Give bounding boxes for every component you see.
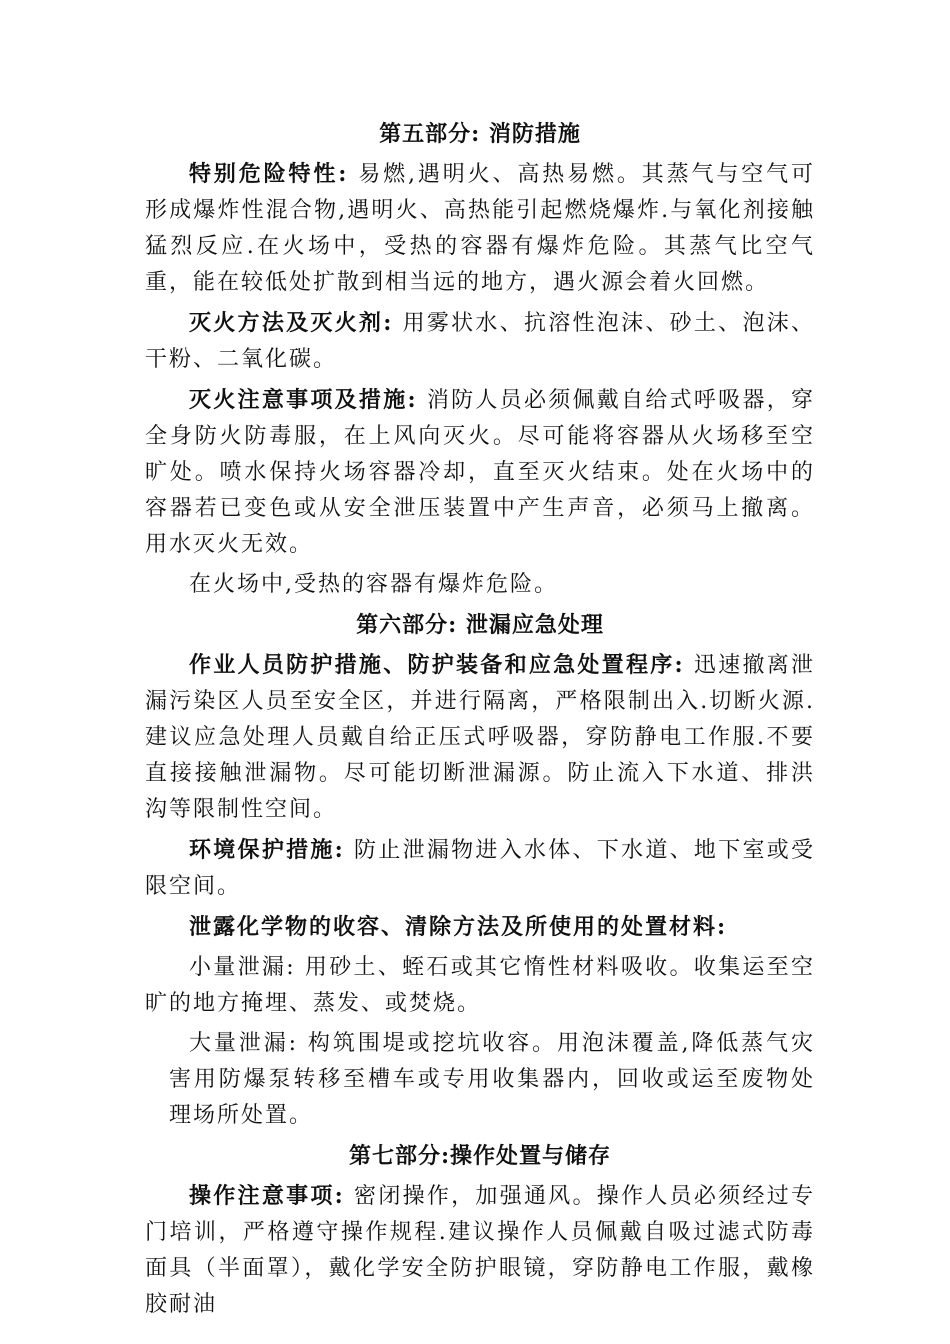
personnel-label: 作业人员防护措施、防护装备和应急处置程序: — [189, 652, 685, 678]
environment-label: 环境保护措施: — [189, 837, 345, 863]
cleanup-label: 泄露化学物的收容、清除方法及所使用的处置材料: — [189, 914, 728, 940]
fire-notes-text: 消防人员必须佩戴自给式呼吸器，穿全身防火防毒服，在上风向灭火。尽可能将容器从火场移至空旷处。喷水保持火场容器冷却，直至灭火结束。处在火场中的容器若已变色或从安全泄压装置中产生声音，必须马上撤离。用水灭火无效。 — [145, 388, 816, 557]
large-leak-paragraph: 大量泄漏: 构筑围堤或挖坑收容。用泡沫覆盖,降低蒸气灾害用防爆泵转移至槽车或专用收集器内，回收或运至废物处理场所处置。 — [169, 1031, 815, 1128]
section-7-title: 第七部分:操作处置与储存 — [348, 1143, 612, 1169]
hazard-paragraph — [145, 156, 815, 301]
extinguish-paragraph — [145, 305, 815, 378]
fire-extra-paragraph: 在火场中,受热的容器有爆炸危险。 — [189, 572, 558, 597]
hazard-text: 易燃,遇明火、高热易燃。其蒸气与空气可形成爆炸性混合物,遇明火、高热能引起燃烧爆炸.与氧化剂接触猛烈反应.在火场中，受热的容器有爆炸危险。其蒸气比空气重，能在较低处扩散到相当远的地方，遇火源会着火回燃。 — [145, 162, 815, 295]
extinguish-label: 灭火方法及灭火剂: — [189, 310, 394, 336]
personnel-paragraph — [145, 647, 815, 828]
environment-paragraph — [145, 832, 815, 905]
section-6-title: 第六部分: 泄漏应急处理 — [356, 612, 604, 638]
fire-notes-paragraph — [145, 382, 815, 563]
small-leak-paragraph: 小量泄漏: 用砂土、蛭石或其它惰性材料吸收。收集运至空旷的地方掩埋、蒸发、或焚烧。 — [145, 955, 815, 1016]
fire-notes-label: 灭火注意事项及措施: — [189, 387, 418, 413]
personnel-text: 迅速撤离泄漏污染区人员至安全区，并进行隔离，严格限制出入.切断火源.建议应急处理人员戴自给正压式呼吸器，穿防静电工作服.不要直接接触泄漏物。尽可能切断泄漏源。防止流入下水道、排洪沟等限制性空间。 — [145, 653, 815, 822]
hazard-label: 特别危险特性: — [189, 161, 349, 187]
handling-text: 密闭操作，加强通风。操作人员必须经过专门培训，严格遵守操作规程.建议操作人员佩戴自吸过滤式防毒面具（半面罩），戴化学安全防护眼镜，穿防静电工作服，戴橡胶耐油 — [145, 1184, 816, 1317]
document-page — [145, 116, 815, 1327]
handling-paragraph — [145, 1178, 815, 1323]
section-5-title: 第五部分: 消防措施 — [379, 121, 581, 147]
extinguish-text: 用雾状水、抗溶性泡沫、砂土、泡沫、干粉、二氧化碳。 — [145, 311, 815, 372]
handling-label: 操作注意事项: — [189, 1183, 345, 1209]
cleanup-paragraph — [145, 909, 815, 946]
environment-text: 防止泄漏物进入水体、下水道、地下室或受限空间。 — [145, 838, 816, 899]
